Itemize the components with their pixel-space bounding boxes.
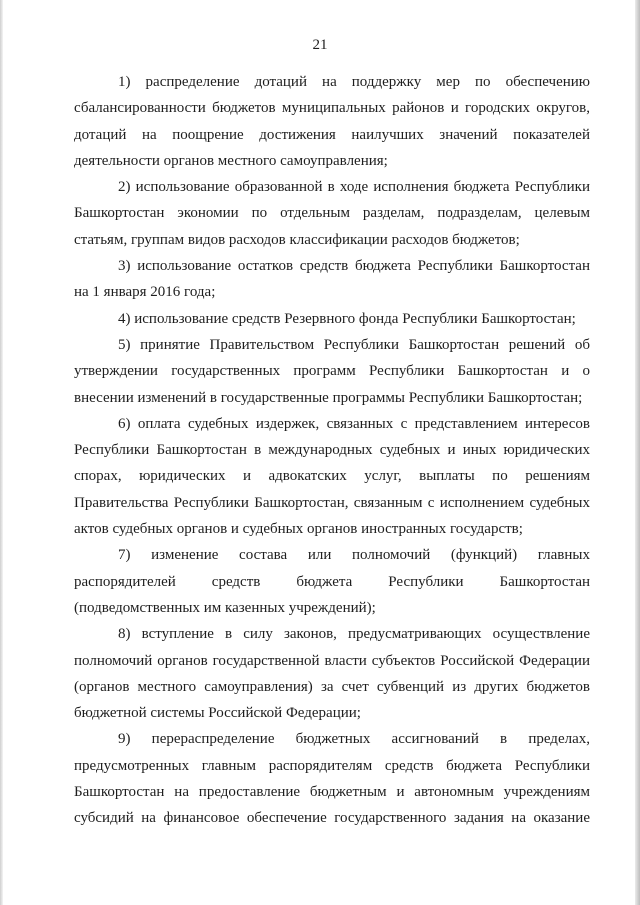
scan-edge-left xyxy=(0,0,3,905)
list-item-4: 4) использование средств Резервного фонда Республики Башкортостан; xyxy=(118,310,576,327)
list-item-9: 9) перераспределение бюджетных ассигнований в пределах, предусмотренных главным распорядителям средств бюджета Республики Башкортостан на предоставление бюджетным и автономным учреждениям субсидий на финансовое обеспечение государственного задания на оказание xyxy=(74,731,590,827)
list-item-6: 6) оплата судебных издержек, связанных с представлением интересов Республики Башкортостан в международных судебных и иных юридических спорах, юридических и адвокатских услуг, выплаты по решениям Правительства Республики Башкортостан, связанным с исполнением судебных актов судебных органов и судебных органов иностранных государств; xyxy=(74,415,590,538)
document-body xyxy=(74,69,590,832)
list-item-1: 1) распределение дотаций на поддержку мер по обеспечению сбалансированности бюджетов муниципальных районов и городских округов, дотаций на поощрение достижения наилучших значений показателей деятельности органов местного самоуправления; xyxy=(74,74,590,169)
list-item-2: 2) использование образованной в ходе исполнения бюджета Республики Башкортостан экономии по отдельным разделам, подразделам, целевым статьям, группам видов расходов классификации расходов бюджетов; xyxy=(74,179,590,248)
scan-edge-right xyxy=(635,0,640,905)
list-item-3: 3) использование остатков средств бюджета Республики Башкортостан на 1 января 2016 года; xyxy=(74,258,590,301)
list-item-5: 5) принятие Правительством Республики Башкортостан решений об утверждении государственных программ Республики Башкортостан и о внесении изменений в государственные программы Республики Башкортостан; xyxy=(74,336,590,406)
list-item-8: 8) вступление в силу законов, предусматривающих осуществление полномочий органов государственной власти субъектов Российской Федерации (органов местного самоуправления) за счет субвенций из других бюджетов бюджетной системы Российской Федерации; xyxy=(74,626,590,722)
page-number: 21 xyxy=(312,37,328,53)
list-item-7: 7) изменение состава или полномочий (функций) главных распорядителей средств бюджета Республики Башкортостан (подведомственных им казенных учреждений); xyxy=(74,547,590,616)
